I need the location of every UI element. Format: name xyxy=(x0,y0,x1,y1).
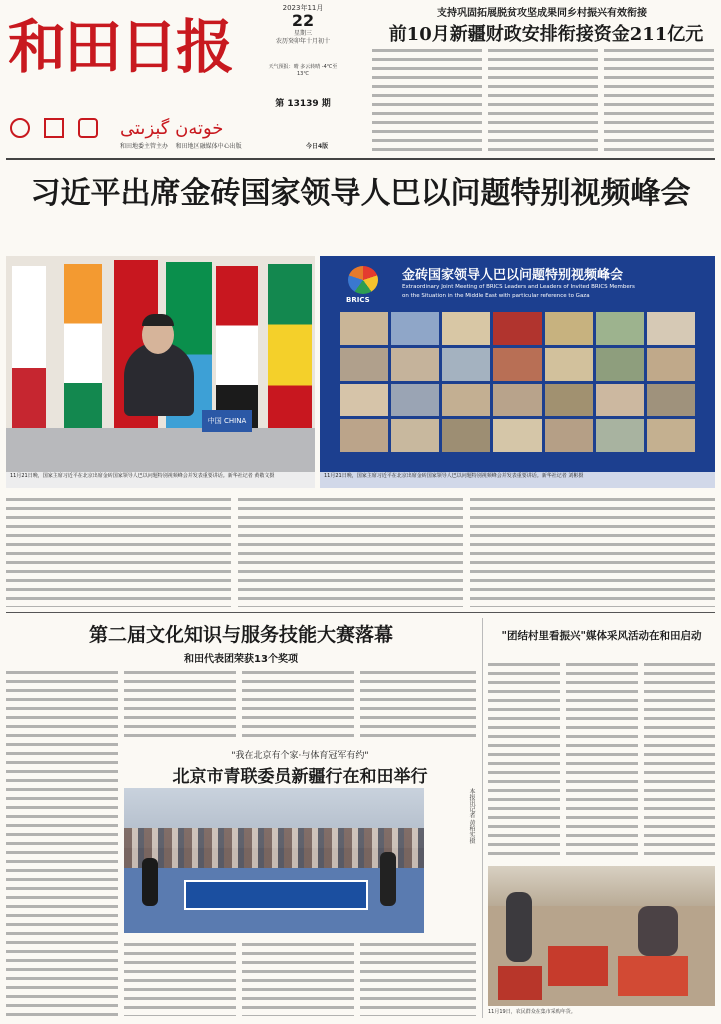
screen-subtitle-1: Extraordinary Joint Meeting of BRICS Leaders and Leaders of Invited BRICS Members xyxy=(402,284,635,290)
main-story-column-2 xyxy=(238,495,463,607)
photo-right-caption: 11月21日晚，国家主席习近平在北京出席金砖国家领导人巴以问题特别视频峰会并发表重要讲话。新华社记者 刘彬摄 xyxy=(320,472,715,488)
top-story-column-1 xyxy=(372,46,482,154)
village-headline: "团结村里看振兴"媒体采风活动在和田启动 xyxy=(501,630,702,642)
culture-column-1 xyxy=(6,668,118,1016)
culture-column-3 xyxy=(242,668,354,740)
sponsor-line xyxy=(120,143,380,151)
youth-headline: 北京市青联委员新疆行在和田举行 xyxy=(172,767,428,787)
screen-subtitle-2: on the Situation in the Middle East with particular reference to Gaza xyxy=(402,293,590,299)
main-story-column-3 xyxy=(470,495,715,607)
photo-xi-speech xyxy=(6,256,315,488)
date-block xyxy=(268,4,338,109)
brics-logo-text: BRICS xyxy=(346,296,370,304)
photo-left-caption: 11月21日晚，国家主席习近平在北京出席金砖国家领导人巴以问题特别视频峰会并发表重要讲话。新华社记者 黄敬文摄 xyxy=(6,472,315,488)
date-lunar: 农历癸卯年十月初十 xyxy=(275,38,330,45)
youth-column-3 xyxy=(360,940,476,1016)
youth-column-2 xyxy=(242,940,354,1016)
top-story-kicker: 支持巩固拓展脱贫攻坚成果同乡村振兴有效衔接 xyxy=(437,8,647,19)
main-story-column-1 xyxy=(6,495,231,607)
top-story-column-3 xyxy=(604,46,714,154)
youth-kicker: "我在北京有个家·与体育冠军有约" xyxy=(231,751,369,761)
photo-video-summit xyxy=(320,256,715,488)
issue-number: 第 13139 期 xyxy=(275,99,331,109)
sponsor-right: 和田地区融媒体中心出版 xyxy=(175,143,242,150)
video-tile-grid xyxy=(340,312,695,452)
newspaper-uyghur-title: خوتەن گېزىتى xyxy=(120,118,224,139)
culture-column-2 xyxy=(124,668,236,740)
newspaper-title: 和田日报 xyxy=(8,13,233,81)
village-column-3 xyxy=(644,660,715,860)
date-day: 22 xyxy=(291,11,315,30)
sponsor-left: 和田地委主管主办 xyxy=(120,143,169,150)
culture-column-4 xyxy=(360,668,476,740)
date-year-month: 2023年11月 xyxy=(282,4,324,12)
photo-table-tennis xyxy=(124,788,424,933)
date-weekday: 星期三 xyxy=(293,30,312,37)
photo-market xyxy=(488,866,715,1006)
pages-count: 今日4版 xyxy=(306,143,329,150)
section-divider xyxy=(6,612,715,613)
village-column-2 xyxy=(566,660,638,860)
masthead-divider xyxy=(6,158,715,160)
masthead-logos xyxy=(10,118,110,140)
column-divider xyxy=(482,618,483,1018)
china-nameplate: 中国 CHINA xyxy=(202,410,252,432)
market-photo-caption: 11月19日，农民群众在集市采购年货。 xyxy=(488,1009,576,1015)
weather-forecast: 天气预报：晴 多云转晴 -4℃至13℃ xyxy=(268,64,338,77)
top-story-column-2 xyxy=(488,46,598,154)
village-column-1 xyxy=(488,660,560,860)
main-headline: 习近平出席金砖国家领导人巴以问题特别视频峰会 xyxy=(30,176,691,211)
youth-column-1 xyxy=(124,940,236,1016)
top-story-headline: 前10月新疆财政安排衔接资金211亿元 xyxy=(388,24,704,45)
screen-title: 金砖国家领导人巴以问题特别视频峰会 xyxy=(402,268,624,283)
youth-photo-caption: 本报讯记者 黄柏实摄 xyxy=(468,788,475,844)
culture-headline: 第二届文化知识与服务技能大赛落幕 xyxy=(88,624,393,646)
culture-subheadline: 和田代表团荣获13个奖项 xyxy=(184,654,298,665)
